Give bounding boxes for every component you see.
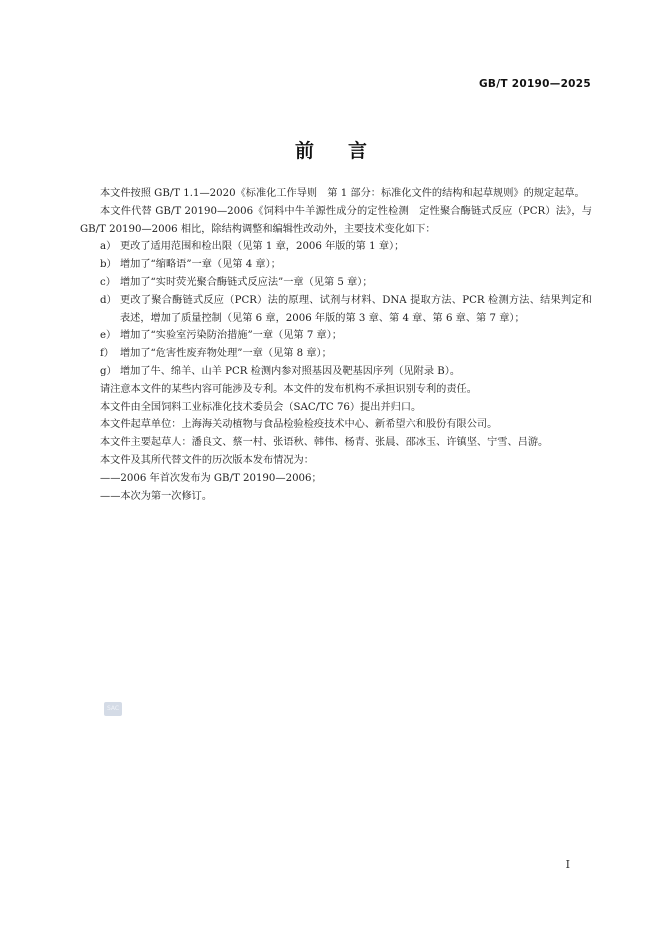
paragraph-drafters: 本文件主要起草人：潘良文、蔡一村、张语秋、韩伟、杨青、张晨、邵冰玉、许镇坚、宁雪、吕游。 — [100, 437, 549, 449]
paragraph-drafting-units: 本文件起草单位：上海海关动植物与食品检验检疫技术中心、新希望六和股份有限公司。 — [100, 419, 498, 431]
changes-list — [80, 238, 592, 380]
list-marker: f） — [100, 348, 114, 360]
paragraph-patent-notice: 请注意本文件的某些内容可能涉及专利。本文件的发布机构不承担识别专利的责任。 — [100, 383, 477, 395]
list-item — [80, 274, 592, 292]
list-marker: g） — [100, 365, 117, 377]
page-number: I — [565, 858, 570, 871]
list-item-text: 更改了聚合酶链式反应（PCR）法的原理、试剂与材料、DNA 提取方法、PCR 检测方法、结果判定和表述，增加了质量控制（见第 6 章，2006 年版的第 3 章、第 4 章、第 6 章、第 7 章）； — [120, 294, 592, 324]
list-item — [80, 238, 592, 256]
list-marker: b） — [100, 259, 117, 271]
standard-code: GB/T 20190—2025 — [478, 78, 591, 90]
paragraph-drafting-rules: 本文件按照 GB/T 1.1—2020《标准化工作导则 第 1 部分：标准化文件的结构和起草规则》的规定起草。 — [100, 188, 585, 199]
history-item: ——2006 年首次发布为 GB/T 20190—2006； — [100, 472, 322, 484]
list-marker: c） — [100, 276, 116, 288]
list-item-text: 增加了“实验室污染防治措施”一章（见第 7 章）； — [120, 330, 343, 342]
list-marker: e） — [100, 330, 117, 342]
list-item-text: 更改了适用范围和检出限（见第 1 章，2006 年版的第 1 章）； — [120, 241, 405, 253]
sac-watermark-logo: SAC — [104, 702, 122, 716]
list-item — [80, 345, 592, 363]
paragraph-history-intro: 本文件及其所代替文件的历次版本发布情况为： — [100, 454, 314, 466]
paragraph-replaces: 本文件代替 GB/T 20190—2006《饲料中牛羊源性成分的定性检测 定性聚合酶链式反应（PCR）法》，与 GB/T 20190—2006 相比，除结构调整和编辑性改动外，主要技术变化如下： — [80, 205, 592, 235]
history-item: ——本次为第一次修订。 — [100, 490, 213, 502]
list-item-text: 增加了“危害性废弃物处理”一章（见第 8 章）； — [120, 348, 332, 360]
list-item-text: 增加了牛、绵羊、山羊 PCR 检测内参对照基因及靶基因序列（见附录 B）。 — [120, 365, 461, 377]
page-title: 前言 — [294, 140, 401, 162]
list-item — [80, 256, 592, 274]
list-item-text: 增加了“实时荧光聚合酶链式反应法”一章（见第 5 章）； — [120, 276, 373, 288]
list-item — [80, 327, 592, 345]
list-marker: a） — [100, 241, 117, 253]
document-body — [80, 185, 592, 505]
paragraph-proposed-by: 本文件由全国饲料工业标准化技术委员会（SAC/TC 76）提出并归口。 — [100, 401, 422, 413]
list-item-text: 增加了“缩略语”一章（见第 4 章）； — [120, 259, 281, 271]
list-marker: d） — [100, 294, 117, 306]
list-item — [80, 363, 592, 381]
list-item — [80, 292, 592, 328]
